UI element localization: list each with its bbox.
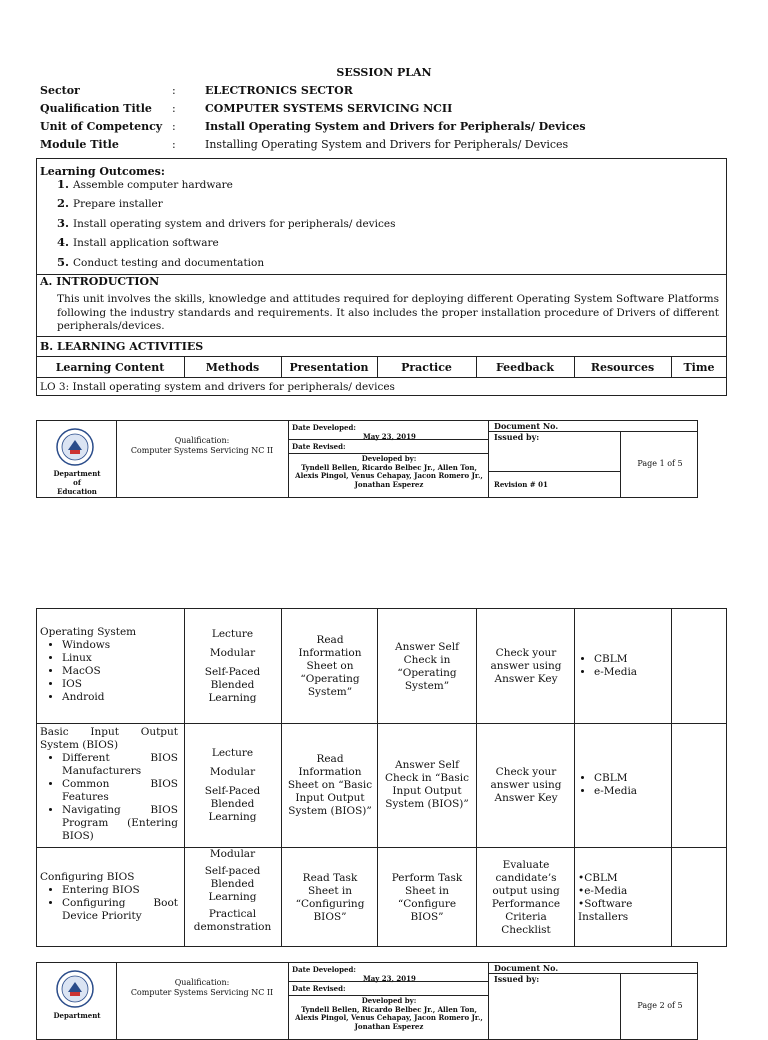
column-divider [574, 608, 575, 947]
list-item: • CBLM [594, 772, 670, 785]
row-divider [36, 847, 727, 848]
content-title: Configuring BIOS [40, 871, 135, 883]
divider [36, 336, 727, 337]
column-header: Presentation [289, 361, 369, 374]
developed-by-block: Developed by: Tyndell Bellen, Ricardo Belbec Jr., Allen Ton, Alexis Pingol, Venus Cehapay, Jacon Romero Jr., Jonathan Esperez [295, 996, 483, 1031]
list-item: •Software Installers [578, 898, 633, 923]
divider [288, 439, 488, 440]
date-developed-label: Date Developed: [292, 423, 356, 432]
column-header: Methods [205, 361, 260, 374]
table-row [40, 626, 180, 704]
unit-label: Unit of Competency [40, 120, 163, 133]
revision-label: Revision # 01 [494, 480, 548, 489]
methods-cell [190, 848, 275, 934]
unit-value: Install Operating System and Drivers for Peripherals/ Devices [205, 120, 586, 133]
learning-outcomes-list [57, 177, 395, 274]
list-item: • MacOS [62, 665, 180, 678]
method-item: Lecture [211, 628, 254, 640]
developed-by-block: Developed by: Tyndell Bellen, Ricardo Belbec Jr., Allen Ton, Alexis Pingol, Venus Cehapay, Jacon Romero Jr., Jonathan Esperez [295, 454, 483, 489]
column-header: Learning Content [55, 361, 165, 374]
column-divider [476, 608, 477, 947]
qualification-block: Qualification: Computer Systems Servicing NC II [130, 978, 274, 997]
divider [288, 981, 488, 982]
qualification-block: Qualification: Computer Systems Servicing NC II [130, 436, 274, 455]
list-item: •CBLM [578, 872, 618, 884]
page-number: Page 1 of 5 [637, 459, 683, 468]
colon: : [172, 120, 176, 133]
divider [36, 356, 727, 357]
resources-cell [578, 772, 670, 798]
practice-cell: Answer Self Check in “Basic Input Output System (BIOS)” [384, 759, 470, 810]
learning-outcomes-title: Learning Outcomes: [40, 165, 165, 178]
column-divider [116, 421, 117, 497]
document-title: SESSION PLAN [336, 66, 432, 79]
list-item: • e-Media [594, 666, 670, 679]
method-item: Practical demonstration [193, 908, 272, 933]
date-developed-value: May 23, 2019 [363, 432, 416, 441]
column-divider [488, 421, 489, 497]
presentation-cell: Read Information Sheet on “Basic Input Output System (BIOS)” [287, 753, 373, 817]
table-row [40, 726, 178, 843]
method-item: Lecture [211, 747, 254, 759]
document-no-label: Document No. [494, 421, 559, 431]
list-item: • Android [62, 691, 180, 704]
feedback-cell: Evaluate candidate’s output using Performance Criteria Checklist [491, 859, 561, 936]
method-item: Modular [209, 766, 256, 778]
resources-cell [578, 872, 670, 924]
feedback-cell: Check your answer using Answer Key [490, 766, 562, 804]
document-no-label: Document No. [494, 963, 559, 973]
module-value: Installing Operating System and Drivers for Peripherals/ Devices [205, 138, 569, 151]
list-item: • Common BIOS Features [62, 778, 178, 804]
column-divider [488, 963, 489, 1039]
list-item: 2. Prepare installer [57, 196, 163, 211]
method-item: Modular [209, 848, 256, 860]
list-item: • e-Media [594, 785, 670, 798]
table-row [40, 871, 178, 923]
method-item: Self-paced Blended Learning [204, 865, 261, 903]
colon: : [172, 138, 176, 151]
practice-cell: Answer Self Check in “Operating System” [395, 641, 459, 692]
method-item: Modular [209, 647, 256, 659]
date-revised-label: Date Revised: [292, 442, 346, 451]
department-label: Department of Education [53, 469, 101, 496]
page-footer [36, 962, 698, 1040]
practice-cell: Perform Task Sheet in “Configure BIOS” [391, 872, 463, 923]
divider [36, 377, 727, 378]
list-item: • Windows [62, 639, 180, 652]
column-header: Resources [590, 361, 655, 374]
column-divider [671, 608, 672, 947]
colon: : [172, 84, 176, 97]
list-item: • Navigating BIOS Program (Entering BIOS) [62, 804, 178, 843]
column-divider [281, 608, 282, 947]
list-item: • Different BIOS Manufacturers [62, 752, 178, 778]
colon: : [172, 102, 176, 115]
divider [488, 471, 620, 472]
list-item: 5. Conduct testing and documentation [57, 254, 265, 269]
page-footer [36, 420, 698, 498]
content-title: Operating System [40, 626, 137, 638]
deped-seal-icon [55, 969, 95, 1009]
list-item: • Entering BIOS [62, 884, 178, 897]
list-item: • CBLM [594, 653, 670, 666]
method-item: Self-Paced Blended Learning [204, 785, 261, 823]
date-revised-label: Date Revised: [292, 984, 346, 993]
list-item: • Linux [62, 652, 180, 665]
lo3-row: LO 3: Install operating system and drivers for peripherals/ devices [40, 381, 395, 393]
list-item: • IOS [62, 678, 180, 691]
page-number: Page 2 of 5 [637, 1001, 683, 1010]
list-item: 3. Install operating system and drivers for peripherals/ devices [57, 215, 396, 230]
issued-by-label: Issued by: [494, 432, 540, 442]
column-header: Time [683, 361, 715, 374]
method-item: Self-Paced Blended Learning [204, 666, 261, 704]
introduction-text: This unit involves the skills, knowledge and attitudes required for deploying different Operating System Software Platforms following the industry standards and requirements. It also includes the proper installation procedure of Drivers of different peripherals/devices. [57, 293, 719, 332]
row-divider [36, 723, 727, 724]
column-header: Practice [401, 361, 452, 374]
list-item: 4. Install application software [57, 235, 219, 250]
content-title: Basic Input Output System (BIOS) [40, 726, 178, 751]
sector-value: ELECTRONICS SECTOR [205, 84, 353, 97]
list-item: •e-Media [578, 885, 628, 897]
issued-by-label: Issued by: [494, 974, 540, 984]
column-divider [116, 963, 117, 1039]
deped-seal-icon [55, 427, 95, 467]
module-label: Module Title [40, 138, 119, 151]
list-item: • Configuring Boot Device Priority [62, 897, 178, 923]
column-divider [184, 608, 185, 947]
qualification-value: COMPUTER SYSTEMS SERVICING NCII [205, 102, 453, 115]
sector-label: Sector [40, 84, 80, 97]
learning-activities-title: B. LEARNING ACTIVITIES [40, 340, 204, 353]
column-divider [377, 608, 378, 947]
presentation-cell: Read Information Sheet on “Operating System” [298, 634, 362, 698]
resources-cell [578, 653, 670, 679]
methods-cell [190, 628, 275, 705]
column-header: Feedback [495, 361, 555, 374]
introduction-title: A. INTRODUCTION [40, 275, 160, 288]
list-item: 1. Assemble computer hardware [57, 177, 233, 191]
department-label: Department [53, 1011, 101, 1020]
feedback-cell: Check your answer using Answer Key [490, 647, 562, 685]
qualification-label: Qualification Title [40, 102, 152, 115]
methods-cell [190, 747, 275, 824]
date-developed-label: Date Developed: [292, 965, 356, 974]
presentation-cell: Read Task Sheet in “Configuring BIOS” [295, 872, 365, 923]
date-developed-value: May 23, 2019 [363, 974, 416, 983]
